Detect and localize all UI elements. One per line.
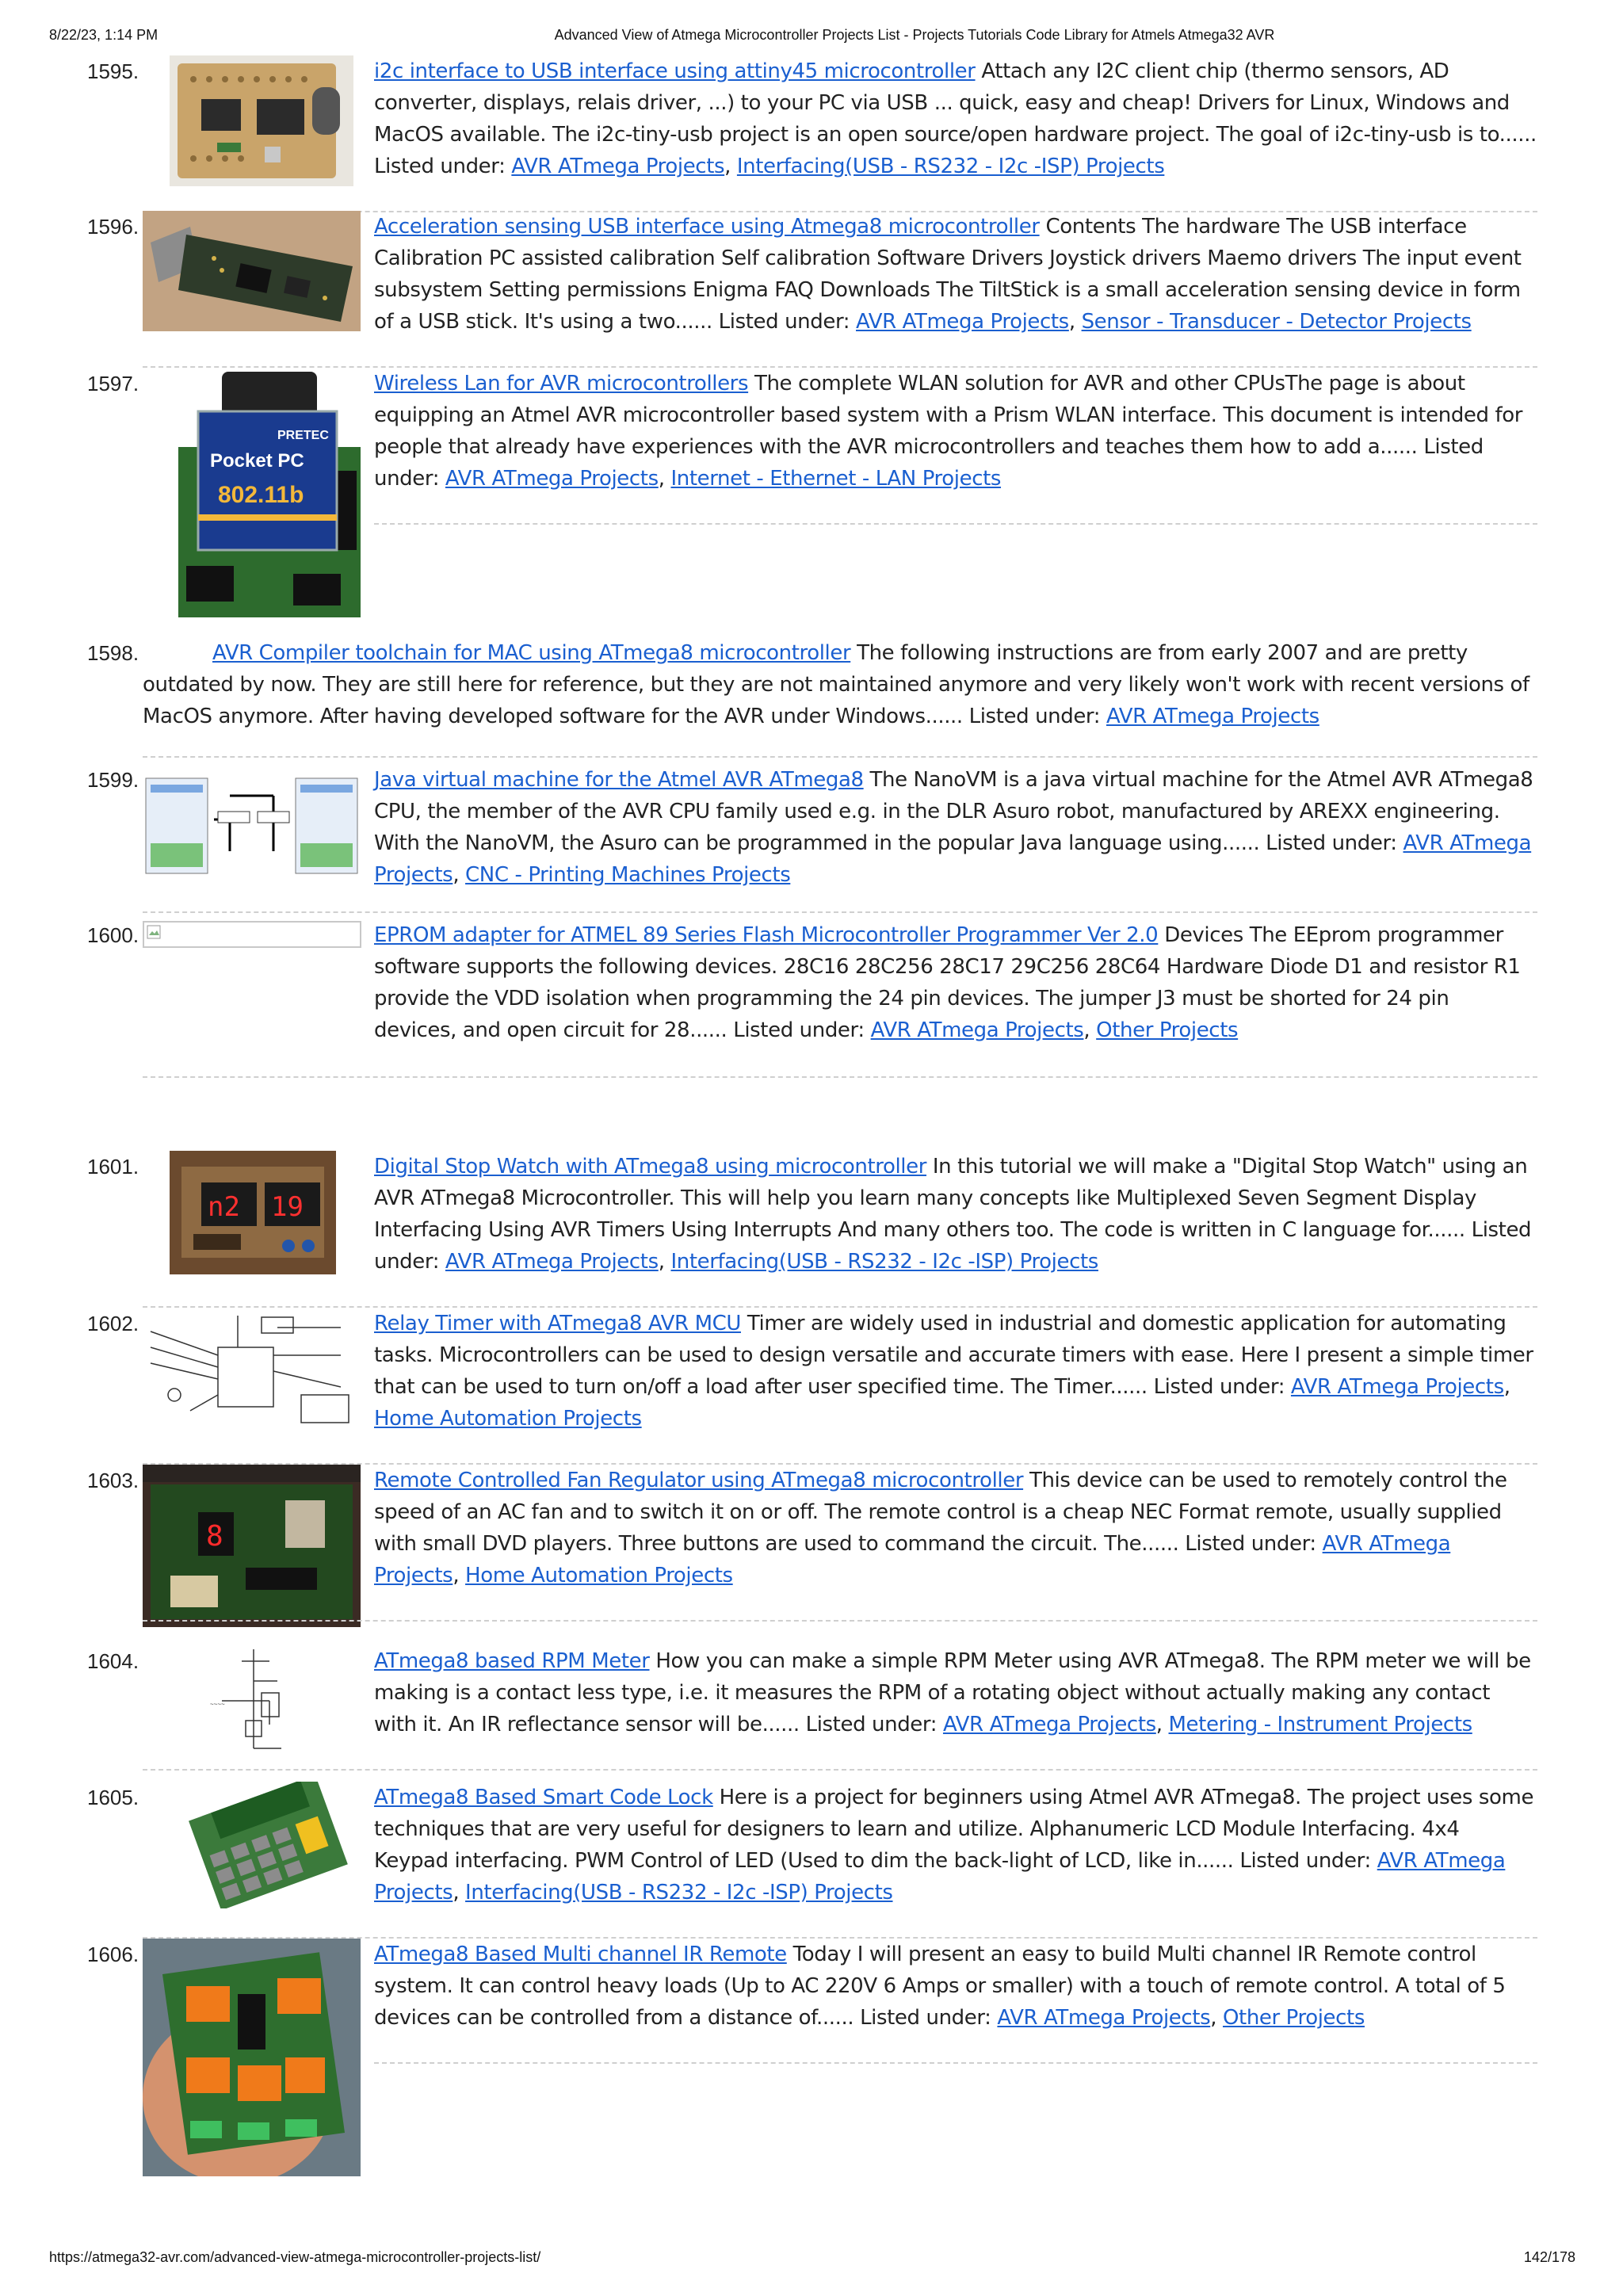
project-description: How you can make a simple RPM Meter using AVR ATmega8. The RPM meter we will be making is a contact less type, i.e. it measures the RPM of a rotating object without actually making any contact with it. An IR reflectance sensor will be...... Listed under:	[374, 1649, 1531, 1736]
item-number: 1600.	[87, 923, 139, 947]
project-thumbnail[interactable]	[143, 764, 361, 877]
project-thumbnail[interactable]	[143, 1939, 361, 2176]
project-description: Today I will present an easy to build Multi channel IR Remote control system. It can control heavy loads (Up to AC 220V 6 Amps or smaller) with a touch of remote control. A total of 5 devices can be controlled from a distance of...... Listed under:	[374, 1943, 1506, 2030]
category-link[interactable]: AVR ATmega Projects	[511, 155, 725, 178]
project-thumbnail[interactable]	[143, 1308, 361, 1431]
project-thumbnail[interactable]	[143, 1645, 361, 1756]
project-title-link[interactable]: Acceleration sensing USB interface using Atmega8 microcontroller	[374, 215, 1040, 239]
project-description: Here is a project for beginners using Atmel AVR ATmega8. The project uses some techniques that are very useful for designers to learn and utilize. Alphanumeric LCD Module Interfacing. 4x4 Keypad interfacing. PWM Control of LED (Used to dim the back-light of LCD, like in...... Listed under:	[374, 1786, 1534, 1873]
category-link[interactable]: AVR ATmega Projects	[374, 831, 1532, 887]
broken-image-placeholder	[143, 921, 361, 948]
project-thumbnail[interactable]	[170, 1151, 336, 1274]
item-number: 1595.	[87, 59, 139, 83]
item-body: Java virtual machine for the Atmel AVR ATmega8 The NanoVM is a java virtual machine for the Atmel AVR ATmega8 CPU, the member of the AVR CPU family used e.g. in the DLR Asuro robot, manufactured by AREXX engineering. With the NanoVM, the Asuro can be programmed in the popular Java language using...... Listed under: AVR ATmega Projects, CNC - Printing Machines Projects	[374, 768, 1533, 887]
category-link[interactable]: Interfacing(USB - RS232 - I2c -ISP) Projects	[465, 1881, 893, 1904]
category-link[interactable]: Other Projects	[1096, 1018, 1239, 1042]
project-title-link[interactable]: Digital Stop Watch with ATmega8 using microcontroller	[374, 1155, 927, 1179]
category-link[interactable]: AVR ATmega Projects	[445, 467, 659, 491]
svg-text:8: 8	[206, 1520, 223, 1553]
print-page-number: 142/178	[1523, 2249, 1575, 2265]
item-body: ATmega8 Based Smart Code Lock Here is a project for beginners using Atmel AVR ATmega8. The project uses some techniques that are very useful for designers to learn and utilize. Alphanumeric LCD Module Interfacing. 4x4 Keypad interfacing. PWM Control of LED (Used to dim the back-light of LCD, like in...... Listed under: AVR ATmega Projects, Interfacing(USB - RS232 - I2c -ISP) Projects	[374, 1786, 1534, 1904]
project-description: In this tutorial we will make a "Digital Stop Watch" using an AVR ATmega8 Microcontroller. This will help you learn many concepts like Multiplexed Seven Segment Display Interfacing Using AVR Timers Using Interrupts And many others too. The code is written in C language for...... Listed under:	[374, 1155, 1532, 1274]
item-body: EPROM adapter for ATMEL 89 Series Flash Microcontroller Programmer Ver 2.0 Devices The EEprom programmer software supports the following devices. 28C16 28C256 28C17 29C256 28C64 Hardware Diode D1 and resistor R1 provide the VDD isolation when programming the 24 pin devices. The jumper J3 must be shorted for 24 pin devices, and open circuit for 28...... Listed under: AVR ATmega Projects, Other Projects	[374, 923, 1521, 1042]
category-link[interactable]: Metering - Instrument Projects	[1168, 1713, 1472, 1736]
category-link[interactable]: CNC - Printing Machines Projects	[465, 863, 791, 887]
project-thumbnail[interactable]	[170, 1782, 353, 1908]
project-thumbnail[interactable]	[170, 55, 353, 186]
category-link[interactable]: Other Projects	[1222, 2006, 1365, 2030]
project-title-link[interactable]: EPROM adapter for ATMEL 89 Series Flash Microcontroller Programmer Ver 2.0	[374, 923, 1159, 947]
category-link[interactable]: AVR ATmega Projects	[942, 1713, 1156, 1736]
item-divider	[143, 756, 1537, 758]
category-link[interactable]: Home Automation Projects	[465, 1564, 733, 1587]
item-body: i2c interface to USB interface using attiny45 microcontroller Attach any I2C client chip (thermo sensors, AD converter, displays, relais driver, ...) to your PC via USB ... quick, easy and cheap! Drivers for Linux, Windows and MacOS available. The i2c-tiny-usb project is an open source/open hardware project. The goal of i2c-tiny-usb is to...... Listed under: AVR ATmega Projects, Interfacing(USB - RS232 - I2c -ISP) Projects	[374, 59, 1537, 178]
project-description: The complete WLAN solution for AVR and other CPUsThe page is about equipping an Atmel AVR microcontroller based system with a Prism WLAN interface. This document is intended for people that already have experiences with the AVR microcontrollers and teaches them how to add a...... Listed under:	[374, 372, 1523, 491]
category-link[interactable]: AVR ATmega Projects	[997, 2006, 1211, 2030]
svg-text:~~~~: ~~~~	[210, 1701, 225, 1708]
print-source-url: https://atmega32-avr.com/advanced-view-atmega-microcontroller-projects-list/	[49, 2249, 541, 2265]
item-divider	[143, 1620, 1537, 1622]
project-description: The following instructions are from early 2007 and are pretty outdated by now. They are still here for reference, but they are not maintained anymore and very likely won't work with recent versions of MacOS anymore. After having developed software for the AVR under Windows...... Listed under:	[143, 641, 1529, 728]
item-body: Wireless Lan for AVR microcontrollers The complete WLAN solution for AVR and other CPUsThe page is about equipping an Atmel AVR microcontroller based system with a Prism WLAN interface. This document is intended for people that already have experiences with the AVR microcontrollers and teaches them how to add a...... Listed under: AVR ATmega Projects, Internet - Ethernet - LAN Projects	[374, 372, 1523, 491]
category-link[interactable]: AVR ATmega Projects	[1106, 705, 1319, 728]
project-description: The NanoVM is a java virtual machine for the Atmel AVR ATmega8 CPU, the member of the AVR CPU family used e.g. in the DLR Asuro robot, manufactured by AREXX engineering. With the NanoVM, the Asuro can be programmed in the popular Java language using...... Listed under:	[374, 768, 1533, 855]
item-number: 1602.	[87, 1312, 139, 1335]
project-thumbnail[interactable]	[143, 1465, 361, 1627]
thumb-display-left: n2	[208, 1191, 240, 1223]
category-link[interactable]: AVR ATmega Projects	[445, 1250, 659, 1274]
item-number: 1606.	[87, 1943, 139, 1966]
project-thumbnail[interactable]	[143, 211, 361, 331]
category-link[interactable]: Internet - Ethernet - LAN Projects	[670, 467, 1002, 491]
project-description: Contents The hardware The USB interface Calibration PC assisted calibration Self calibration Software Drivers Joystick drivers Maemo drivers The input event subsystem Setting permissions Enigma FAQ Downloads The TiltStick is a small acceleration sensing device in form of a USB stick. It's using a two...... Listed under:	[374, 215, 1522, 334]
item-body: ATmega8 Based Multi channel IR Remote Today I will present an easy to build Multi channel IR Remote control system. It can control heavy loads (Up to AC 220V 6 Amps or smaller) with a touch of remote control. A total of 5 devices can be controlled from a distance of...... Listed under: AVR ATmega Projects, Other Projects	[374, 1943, 1506, 2030]
item-body: Digital Stop Watch with ATmega8 using microcontroller In this tutorial we will make a "Digital Stop Watch" using an AVR ATmega8 Microcontroller. This will help you learn many concepts like Multiplexed Seven Segment Display Interfacing Using AVR Timers Using Interrupts And many others too. The code is written in C language for...... Listed under: AVR ATmega Projects, Interfacing(USB - RS232 - I2c -ISP) Projects	[374, 1155, 1532, 1274]
item-divider	[143, 911, 1537, 913]
project-title-link[interactable]: i2c interface to USB interface using attiny45 microcontroller	[374, 59, 976, 83]
project-title-link[interactable]: Relay Timer with ATmega8 AVR MCU	[374, 1312, 741, 1335]
item-number: 1604.	[87, 1649, 139, 1673]
item-divider	[143, 1769, 1537, 1771]
category-link[interactable]: AVR ATmega Projects	[374, 1532, 1451, 1587]
print-page-title: Advanced View of Atmega Microcontroller Projects List - Projects Tutorials Code Library for Atmels Atmega32 AVR	[554, 27, 1275, 43]
category-link[interactable]: Interfacing(USB - RS232 - I2c -ISP) Projects	[736, 155, 1165, 178]
item-body: Relay Timer with ATmega8 AVR MCU Timer are widely used in industrial and domestic application for automating tasks. Microcontrollers can be used to design versatile and accurate timers with ease. Here I present a simple timer that can be used to turn on/off a load after user specified time. The Timer...... Listed under: AVR ATmega Projects, Home Automation Projects	[374, 1312, 1533, 1431]
item-body: Remote Controlled Fan Regulator using ATmega8 microcontroller This device can be used to remotely control the speed of an AC fan and to switch it on or off. The remote control is a cheap NEC Format remote, usually supplied with small DVD players. Three buttons are used to command the circuit. The...... Listed under: AVR ATmega Projects, Home Automation Projects	[374, 1469, 1507, 1587]
thumb-brand-text: PRETEC	[277, 429, 329, 442]
item-number: 1597.	[87, 372, 139, 395]
project-title-link[interactable]: ATmega8 based RPM Meter	[374, 1649, 650, 1673]
category-link[interactable]: AVR ATmega Projects	[374, 1849, 1506, 1904]
item-body: Acceleration sensing USB interface using Atmega8 microcontroller Contents The hardware The USB interface Calibration PC assisted calibration Self calibration Software Drivers Joystick drivers Maemo drivers The input event subsystem Setting permissions Enigma FAQ Downloads The TiltStick is a small acceleration sensing device in form of a USB stick. It's using a two...... Listed under: AVR ATmega Projects, Sensor - Transducer - Detector Projects	[374, 215, 1522, 334]
project-title-link[interactable]: Remote Controlled Fan Regulator using ATmega8 microcontroller	[374, 1469, 1024, 1492]
print-datetime: 8/22/23, 1:14 PM	[49, 27, 158, 43]
category-link[interactable]: AVR ATmega Projects	[870, 1018, 1084, 1042]
project-description: Timer are widely used in industrial and domestic application for automating tasks. Microcontrollers can be used to design versatile and accurate timers with ease. Here I present a simple timer that can be used to turn on/off a load after user specified time. The Timer...... Listed under:	[374, 1312, 1533, 1399]
category-link[interactable]: Sensor - Transducer - Detector Projects	[1081, 310, 1472, 334]
category-link[interactable]: AVR ATmega Projects	[856, 310, 1069, 334]
project-description: This device can be used to remotely control the speed of an AC fan and to switch it on or off. The remote control is a cheap NEC Format remote, usually supplied with small DVD players. Three buttons are used to command the circuit. The...... Listed under:	[374, 1469, 1507, 1556]
item-body: ATmega8 based RPM Meter How you can make a simple RPM Meter using AVR ATmega8. The RPM meter we will be making is a contact less type, i.e. it measures the RPM of a rotating object without actually making any contact with it. An IR reflectance sensor will be...... Listed under: AVR ATmega Projects, Metering - Instrument Projects	[374, 1649, 1531, 1736]
item-number: 1598.	[87, 641, 139, 665]
project-title-link[interactable]: Java virtual machine for the Atmel AVR ATmega8	[374, 768, 864, 792]
category-link[interactable]: Interfacing(USB - RS232 - I2c -ISP) Projects	[670, 1250, 1098, 1274]
project-description: Attach any I2C client chip (thermo sensors, AD converter, displays, relais driver, ...) to your PC via USB ... quick, easy and cheap! Drivers for Linux, Windows and MacOS available. The i2c-tiny-usb project is an open source/open hardware project. The goal of i2c-tiny-usb is to...... Listed under:	[374, 59, 1537, 178]
thumb-display-right: 19	[271, 1191, 304, 1223]
item-number: 1603.	[87, 1469, 139, 1492]
project-description: Devices The EEprom programmer software supports the following devices. 28C16 28C256 28C17 29C256 28C64 Hardware Diode D1 and resistor R1 provide the VDD isolation when programming the 24 pin devices. The jumper J3 must be shorted for 24 pin devices, and open circuit for 28...... Listed under:	[374, 923, 1521, 1042]
project-thumbnail[interactable]	[174, 368, 365, 623]
item-body	[143, 637, 1537, 732]
project-title-link[interactable]: AVR Compiler toolchain for MAC using ATmega8 microcontroller	[212, 641, 851, 665]
thumb-standard-text: 802.11b	[218, 482, 304, 508]
item-number: 1605.	[87, 1786, 139, 1809]
item-number: 1596.	[87, 215, 139, 239]
project-title-link[interactable]: Wireless Lan for AVR microcontrollers	[374, 372, 749, 395]
item-divider	[143, 1076, 1537, 1078]
item-number: 1601.	[87, 1155, 139, 1179]
item-number: 1599.	[87, 768, 139, 792]
thumb-product-text: Pocket PC	[210, 450, 304, 472]
category-link[interactable]: AVR ATmega Projects	[1290, 1375, 1504, 1399]
broken-image-icon	[146, 924, 163, 942]
project-title-link[interactable]: ATmega8 Based Multi channel IR Remote	[374, 1943, 787, 1966]
project-title-link[interactable]: ATmega8 Based Smart Code Lock	[374, 1786, 713, 1809]
item-divider	[374, 523, 1537, 525]
category-link[interactable]: Home Automation Projects	[374, 1407, 642, 1431]
item-divider	[374, 2062, 1537, 2064]
